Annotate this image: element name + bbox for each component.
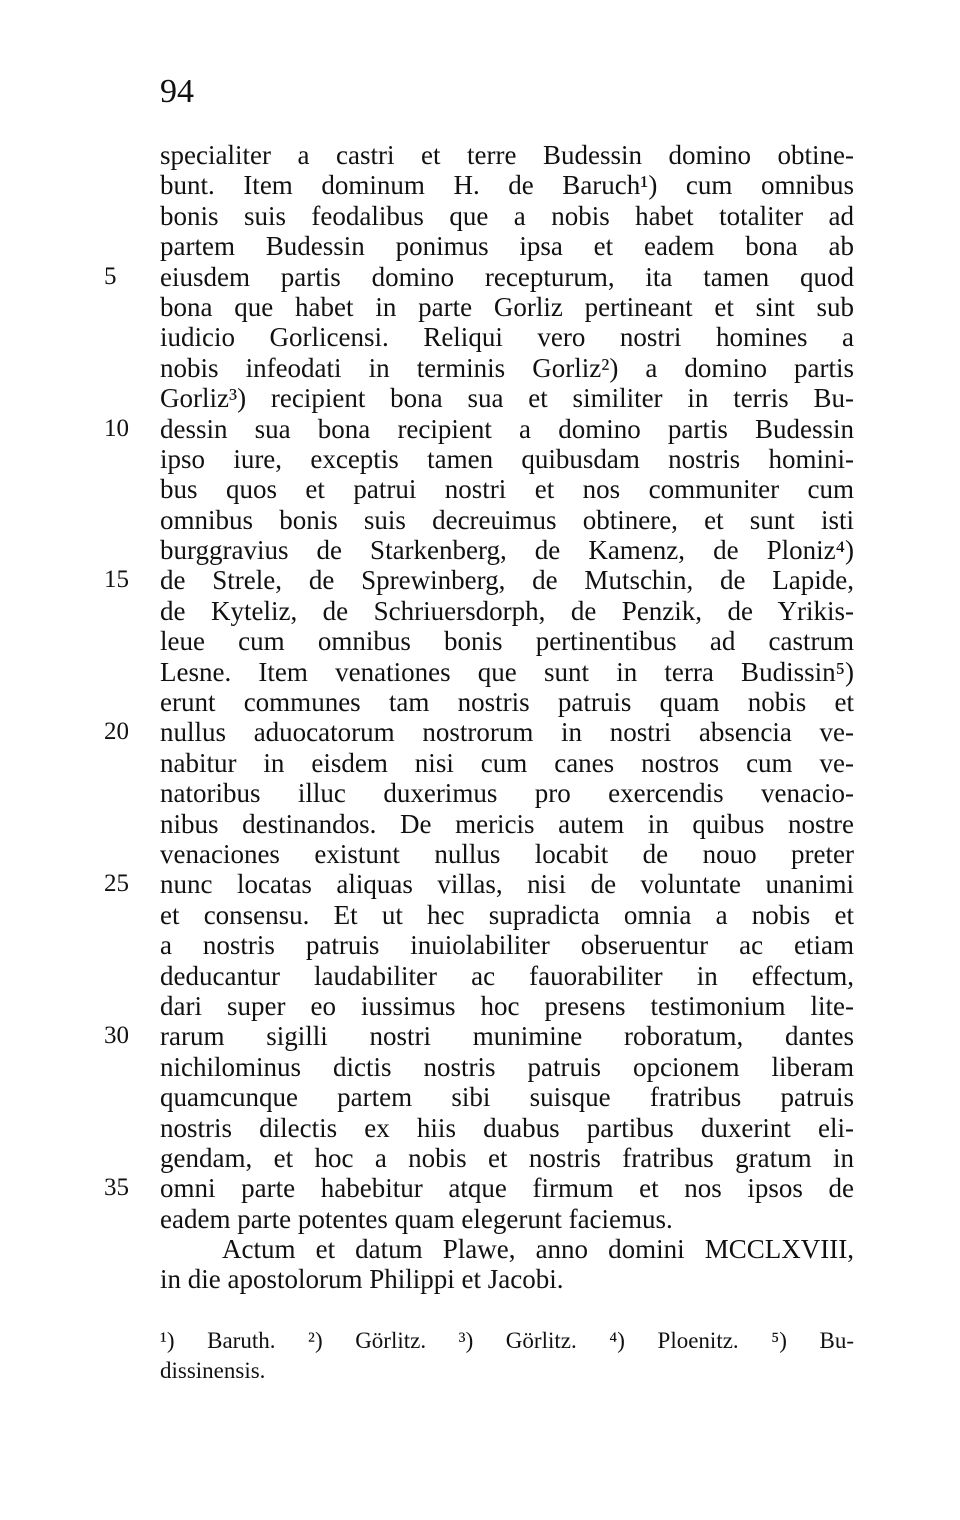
text-line: [160, 687, 854, 717]
line-text: Gorliz³) recipient bona sua et similiter in terris Bu-: [160, 383, 854, 414]
text-line: [160, 930, 854, 960]
text-line: [104, 717, 854, 748]
text-line: [160, 505, 854, 535]
text-line: [160, 1234, 854, 1264]
line-text: partem Budessin ponimus ipsa et eadem bona ab: [160, 231, 854, 262]
line-text: de Strele, de Sprewinberg, de Mutschin, de Lapide,: [160, 565, 854, 596]
line-text: bus quos et patrui nostri et nos communiter cum: [160, 474, 854, 505]
text-line: [104, 1021, 854, 1052]
text-line: [160, 778, 854, 808]
text-line: [160, 809, 854, 839]
line-text: specialiter a castri et terre Budessin domino obtine-: [160, 140, 854, 170]
document-body: [104, 140, 854, 1295]
text-line: [160, 383, 854, 413]
line-text: eiusdem partis domino recepturum, ita tamen quod: [160, 261, 854, 292]
line-number: 15: [104, 566, 129, 594]
text-line: [160, 353, 854, 383]
text-line: [160, 1264, 854, 1294]
text-line: [104, 565, 854, 596]
line-text: bona que habet in parte Gorliz pertineant et sint sub: [160, 291, 854, 322]
line-text: nibus destinandos. De mericis autem in quibus nostre: [160, 808, 854, 839]
text-line: [160, 322, 854, 352]
text-line: [160, 474, 854, 504]
line-text: dari super eo iussimus hoc presens testimonium lite-: [160, 990, 854, 1021]
text-line: [160, 231, 854, 261]
line-text: nullus aduocatorum nostrorum in nostri absencia ve-: [160, 717, 854, 748]
line-text: venaciones existunt nullus locabit de nouo preter: [160, 838, 854, 869]
line-text: gendam, et hoc a nobis et nostris fratribus gratum in: [160, 1142, 854, 1173]
page-number: 94: [160, 73, 194, 110]
text-line: [160, 1143, 854, 1173]
text-line: [160, 1082, 854, 1112]
line-text: deducantur laudabiliter ac fauorabiliter in effectum,: [160, 960, 854, 991]
line-text: natoribus illuc duxerimus pro exercendis venacio-: [160, 778, 854, 809]
footnote-line: ¹) Baruth. ²) Görlitz. ³) Görlitz. ⁴) Ploenitz. ⁵) Bu-: [160, 1328, 854, 1353]
text-line: [104, 869, 854, 900]
footnotes: [160, 1326, 854, 1386]
text-line: [160, 201, 854, 231]
line-number: 10: [104, 414, 129, 442]
text-line: [160, 991, 854, 1021]
text-line: [104, 1173, 854, 1204]
text-line: [160, 140, 854, 170]
line-text: nobis infeodati in terminis Gorliz²) a domino partis: [160, 352, 854, 383]
text-line: [160, 292, 854, 322]
text-line: [160, 1113, 854, 1143]
line-text: nostris dilectis ex hiis duabus partibus duxerint eli-: [160, 1112, 854, 1143]
text-line: [160, 657, 854, 687]
text-line: [160, 900, 854, 930]
text-line: [104, 413, 854, 444]
line-text: burggravius de Starkenberg, de Kamenz, de Ploniz⁴): [160, 535, 854, 566]
line-text: erunt communes tam nostris patruis quam nobis et: [160, 687, 854, 718]
line-text: ipso iure, exceptis tamen quibusdam nostris homini-: [160, 443, 854, 474]
line-text: eadem parte potentes quam elegerunt faciemus.: [160, 1203, 673, 1234]
text-line: [160, 961, 854, 991]
line-number: 20: [104, 718, 129, 746]
text-line: [160, 596, 854, 626]
line-text: et consensu. Et ut hec supradicta omnia a nobis et: [160, 899, 854, 930]
line-text: Lesne. Item venationes que sunt in terra Budissin⁵): [160, 656, 854, 687]
line-text: nunc locatas aliquas villas, nisi de voluntate unanimi: [160, 869, 854, 900]
line-number: 30: [104, 1022, 129, 1050]
line-text: de Kyteliz, de Schriuersdorph, de Penzik, de Yrikis-: [160, 595, 854, 626]
text-line: [160, 535, 854, 565]
text-line: [160, 626, 854, 656]
line-text: iudicio Gorlicensi. Reliqui vero nostri homines a: [160, 322, 854, 353]
line-text: dessin sua bona recipient a domino partis Budessin: [160, 413, 854, 444]
line-text: omni parte habebitur atque firmum et nos ipsos de: [160, 1173, 854, 1204]
text-line: [160, 170, 854, 200]
line-text: leue cum omnibus bonis pertinentibus ad castrum: [160, 626, 854, 657]
line-text: nabitur in eisdem nisi cum canes nostros cum ve-: [160, 747, 854, 778]
text-line: [160, 1204, 854, 1234]
line-number: 25: [104, 870, 129, 898]
line-text: rarum sigilli nostri munimine roboratum, dantes: [160, 1021, 854, 1052]
text-line: [160, 1052, 854, 1082]
line-text: quamcunque partem sibi suisque fratribus patruis: [160, 1082, 854, 1113]
line-text: Actum et datum Plawe, anno domini MCCLXVIII,: [222, 1234, 854, 1265]
line-text: omnibus bonis suis decreuimus obtinere, et sunt isti: [160, 504, 854, 535]
text-line: [160, 444, 854, 474]
line-text: in die apostolorum Philippi et Jacobi.: [160, 1264, 564, 1295]
text-line: [104, 261, 854, 292]
line-text: bonis suis feodalibus que a nobis habet totaliter ad: [160, 200, 854, 231]
text-line: [160, 748, 854, 778]
line-text: bunt. Item dominum H. de Baruch¹) cum omnibus: [160, 170, 854, 201]
text-line: [160, 839, 854, 869]
line-text: nichilominus dictis nostris patruis opcionem liberam: [160, 1051, 854, 1082]
footnote-line: dissinensis.: [160, 1358, 266, 1383]
line-number: 35: [104, 1174, 129, 1202]
line-number: 5: [104, 262, 117, 290]
line-text: a nostris patruis inuiolabiliter obseruentur ac etiam: [160, 930, 854, 961]
